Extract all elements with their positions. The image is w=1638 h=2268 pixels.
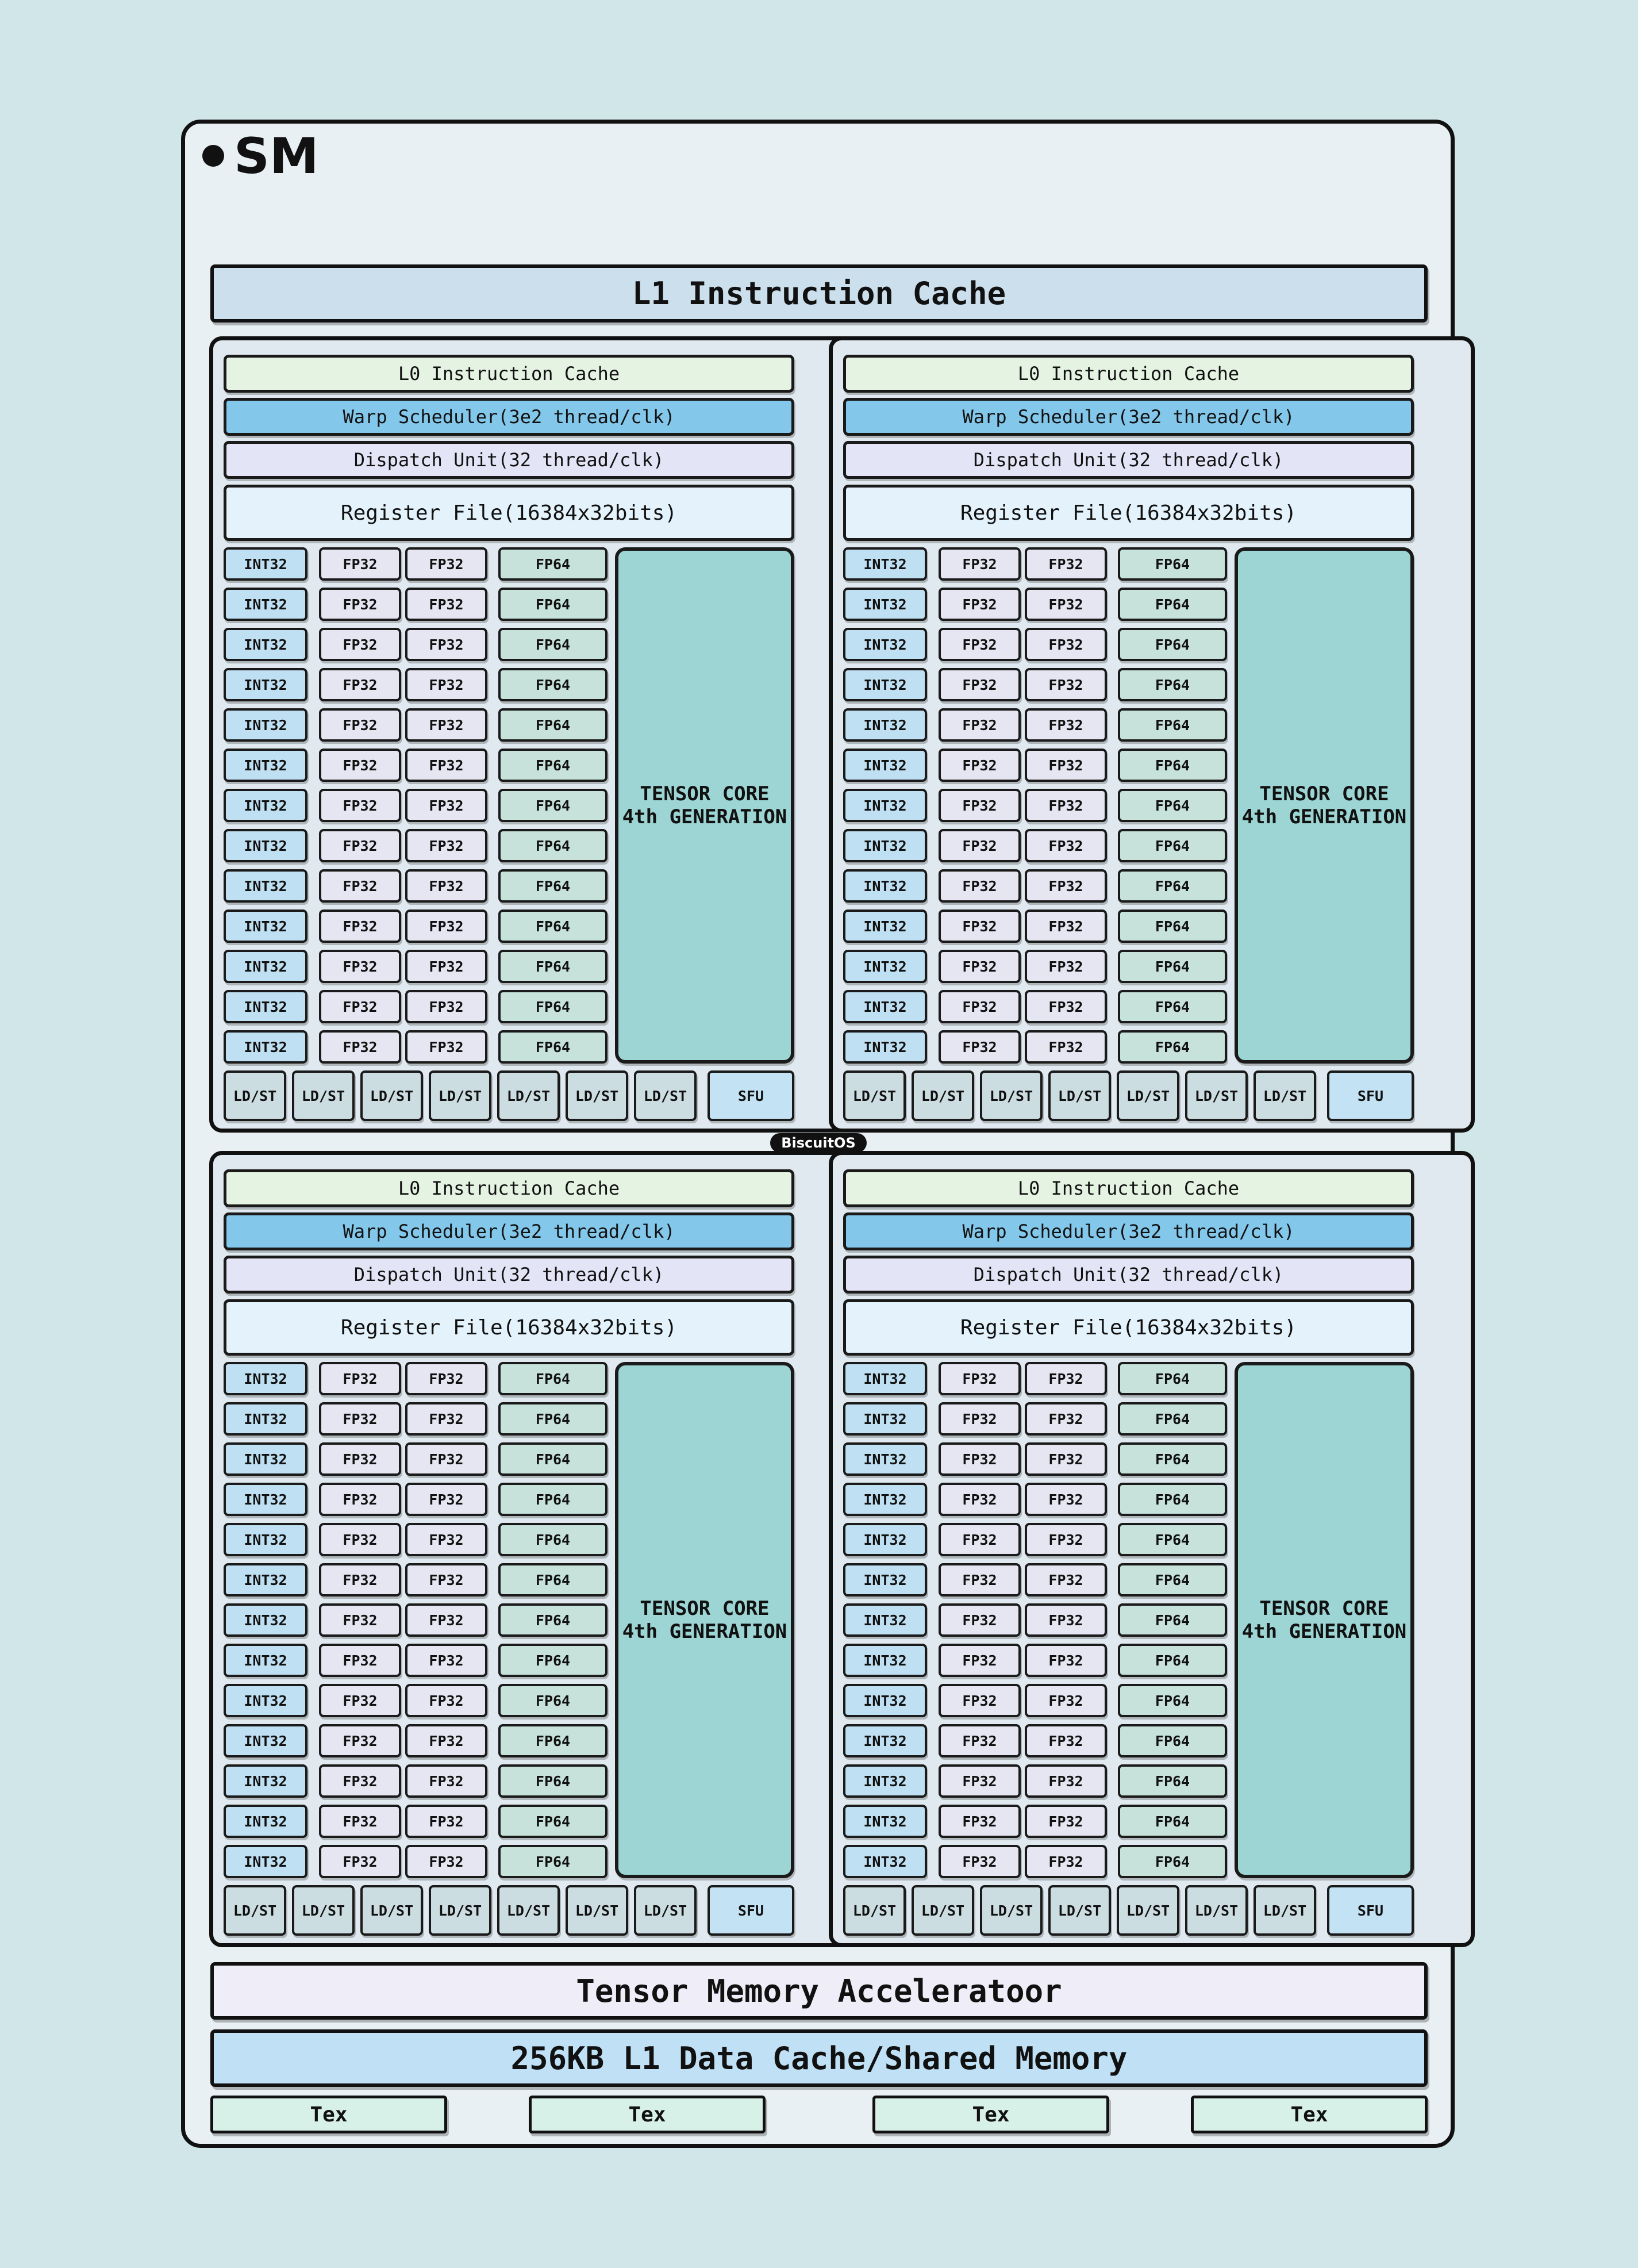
tex-unit: Tex [210, 2096, 447, 2133]
int32-unit: INT32 [224, 708, 307, 742]
int32-unit: INT32 [843, 950, 927, 983]
fp32-unit: FP32 [319, 668, 401, 701]
ld-st-unit: LD/ST [843, 1885, 906, 1936]
int32-unit: INT32 [843, 990, 927, 1023]
fp32-unit: FP32 [939, 950, 1021, 983]
int32-unit: INT32 [843, 1603, 927, 1637]
fp32-unit: FP32 [319, 950, 401, 983]
tex-unit: Tex [872, 2096, 1109, 2133]
fp32-unit: FP32 [405, 588, 487, 621]
fp32-unit: FP32 [939, 1362, 1021, 1395]
fp32-unit: FP32 [1025, 1523, 1107, 1556]
warp-scheduler: Warp Scheduler(3e2 thread/clk) [224, 398, 794, 436]
int32-unit: INT32 [843, 749, 927, 782]
fp32-unit: FP32 [939, 829, 1021, 862]
fp32-unit: FP32 [1025, 1845, 1107, 1878]
int32-unit: INT32 [224, 1684, 307, 1717]
fp32-unit: FP32 [405, 668, 487, 701]
fp64-unit: FP64 [498, 1483, 607, 1516]
fp32-unit: FP32 [1025, 588, 1107, 621]
dispatch-unit: Dispatch Unit(32 thread/clk) [224, 1256, 794, 1294]
fp32-unit: FP32 [939, 1603, 1021, 1637]
fp32-unit: FP32 [939, 1442, 1021, 1476]
fp32-unit: FP32 [405, 1644, 487, 1677]
fp32-unit: FP32 [319, 547, 401, 581]
ld-st-unit: LD/ST [429, 1885, 491, 1936]
fp32-unit: FP32 [1025, 1030, 1107, 1064]
fp32-unit: FP32 [939, 1483, 1021, 1516]
fp64-unit: FP64 [1118, 869, 1227, 903]
fp64-unit: FP64 [1118, 789, 1227, 822]
fp32-unit: FP32 [939, 869, 1021, 903]
fp32-unit: FP32 [319, 1684, 401, 1717]
fp32-unit: FP32 [405, 1442, 487, 1476]
ld-st-unit: LD/ST [566, 1885, 628, 1936]
fp64-unit: FP64 [1118, 1442, 1227, 1476]
fp32-unit: FP32 [405, 829, 487, 862]
ld-st-unit: LD/ST [497, 1070, 560, 1121]
fp32-unit: FP32 [319, 1805, 401, 1838]
fp32-unit: FP32 [319, 1764, 401, 1798]
tensor-core: TENSOR CORE 4th GENERATION [615, 547, 794, 1064]
fp64-unit: FP64 [1118, 1523, 1227, 1556]
fp64-unit: FP64 [1118, 668, 1227, 701]
fp64-unit: FP64 [1118, 628, 1227, 661]
fp32-unit: FP32 [319, 1483, 401, 1516]
fp32-unit: FP32 [405, 1362, 487, 1395]
tensor-core: TENSOR CORE 4th GENERATION [615, 1362, 794, 1878]
fp32-unit: FP32 [405, 1563, 487, 1597]
fp32-unit: FP32 [319, 1563, 401, 1597]
int32-unit: INT32 [224, 1644, 307, 1677]
fp32-unit: FP32 [405, 1764, 487, 1798]
fp32-unit: FP32 [939, 708, 1021, 742]
int32-unit: INT32 [224, 749, 307, 782]
fp64-unit: FP64 [498, 1362, 607, 1395]
int32-unit: INT32 [843, 1563, 927, 1597]
int32-unit: INT32 [224, 1442, 307, 1476]
int32-unit: INT32 [843, 1483, 927, 1516]
int32-unit: INT32 [843, 829, 927, 862]
ld-st-unit: LD/ST [1254, 1885, 1316, 1936]
fp32-unit: FP32 [1025, 1603, 1107, 1637]
int32-unit: INT32 [224, 668, 307, 701]
fp32-unit: FP32 [939, 628, 1021, 661]
int32-unit: INT32 [843, 1442, 927, 1476]
ld-st-unit: LD/ST [1185, 1070, 1248, 1121]
fp32-unit: FP32 [319, 1362, 401, 1395]
fp32-unit: FP32 [319, 588, 401, 621]
fp32-unit: FP32 [405, 1724, 487, 1757]
fp32-unit: FP32 [939, 1644, 1021, 1677]
fp64-unit: FP64 [498, 950, 607, 983]
fp32-unit: FP32 [405, 1483, 487, 1516]
l0-instruction-cache: L0 Instruction Cache [843, 1169, 1414, 1207]
fp64-unit: FP64 [1118, 829, 1227, 862]
fp64-unit: FP64 [1118, 990, 1227, 1023]
sm-title: SM [234, 128, 319, 185]
fp32-unit: FP32 [405, 628, 487, 661]
fp64-unit: FP64 [498, 909, 607, 943]
ld-st-unit: LD/ST [1185, 1885, 1248, 1936]
fp32-unit: FP32 [1025, 1483, 1107, 1516]
fp32-unit: FP32 [405, 990, 487, 1023]
int32-unit: INT32 [843, 588, 927, 621]
int32-unit: INT32 [224, 1362, 307, 1395]
int32-unit: INT32 [843, 708, 927, 742]
fp64-unit: FP64 [498, 1523, 607, 1556]
fp32-unit: FP32 [319, 869, 401, 903]
int32-unit: INT32 [224, 1724, 307, 1757]
ld-st-unit: LD/ST [1048, 1885, 1111, 1936]
fp32-unit: FP32 [1025, 990, 1107, 1023]
fp32-unit: FP32 [1025, 1684, 1107, 1717]
fp32-unit: FP32 [939, 1563, 1021, 1597]
fp32-unit: FP32 [939, 1402, 1021, 1436]
fp32-unit: FP32 [1025, 708, 1107, 742]
int32-unit: INT32 [224, 1483, 307, 1516]
fp32-unit: FP32 [1025, 547, 1107, 581]
tensor-core: TENSOR CORE 4th GENERATION [1235, 1362, 1414, 1878]
ld-st-unit: LD/ST [360, 1070, 423, 1121]
fp64-unit: FP64 [1118, 1483, 1227, 1516]
int32-unit: INT32 [224, 909, 307, 943]
fp64-unit: FP64 [1118, 708, 1227, 742]
fp64-unit: FP64 [1118, 1362, 1227, 1395]
fp32-unit: FP32 [1025, 829, 1107, 862]
warp-scheduler: Warp Scheduler(3e2 thread/clk) [843, 1212, 1414, 1250]
register-file: Register File(16384x32bits) [843, 485, 1414, 541]
fp64-unit: FP64 [498, 1764, 607, 1798]
ld-st-unit: LD/ST [912, 1885, 974, 1936]
int32-unit: INT32 [224, 1845, 307, 1878]
fp32-unit: FP32 [319, 628, 401, 661]
fp32-unit: FP32 [1025, 909, 1107, 943]
fp32-unit: FP32 [939, 547, 1021, 581]
ld-st-unit: LD/ST [980, 1885, 1043, 1936]
fp32-unit: FP32 [405, 1805, 487, 1838]
fp32-unit: FP32 [1025, 668, 1107, 701]
fp64-unit: FP64 [1118, 547, 1227, 581]
ld-st-unit: LD/ST [912, 1070, 974, 1121]
int32-unit: INT32 [843, 628, 927, 661]
fp64-unit: FP64 [1118, 1805, 1227, 1838]
fp64-unit: FP64 [1118, 749, 1227, 782]
ld-st-unit: LD/ST [360, 1885, 423, 1936]
fp64-unit: FP64 [498, 1030, 607, 1064]
fp64-unit: FP64 [498, 990, 607, 1023]
int32-unit: INT32 [843, 1030, 927, 1064]
fp32-unit: FP32 [405, 749, 487, 782]
fp32-unit: FP32 [1025, 1402, 1107, 1436]
tex-unit: Tex [1191, 2096, 1428, 2133]
fp64-unit: FP64 [498, 1442, 607, 1476]
l0-instruction-cache: L0 Instruction Cache [224, 355, 794, 393]
fp32-unit: FP32 [939, 1523, 1021, 1556]
fp32-unit: FP32 [1025, 1442, 1107, 1476]
tex-unit: Tex [529, 2096, 766, 2133]
fp64-unit: FP64 [1118, 950, 1227, 983]
fp32-unit: FP32 [939, 1724, 1021, 1757]
fp32-unit: FP32 [319, 909, 401, 943]
ld-st-unit: LD/ST [634, 1070, 697, 1121]
register-file: Register File(16384x32bits) [224, 485, 794, 541]
fp64-unit: FP64 [498, 708, 607, 742]
ld-st-unit: LD/ST [292, 1070, 355, 1121]
int32-unit: INT32 [843, 1523, 927, 1556]
int32-unit: INT32 [843, 1845, 927, 1878]
int32-unit: INT32 [224, 1563, 307, 1597]
int32-unit: INT32 [224, 588, 307, 621]
fp64-unit: FP64 [1118, 1030, 1227, 1064]
int32-unit: INT32 [843, 547, 927, 581]
fp32-unit: FP32 [405, 869, 487, 903]
l0-instruction-cache: L0 Instruction Cache [843, 355, 1414, 393]
fp32-unit: FP32 [1025, 1644, 1107, 1677]
fp32-unit: FP32 [939, 668, 1021, 701]
fp32-unit: FP32 [405, 950, 487, 983]
fp64-unit: FP64 [1118, 1764, 1227, 1798]
fp32-unit: FP32 [1025, 628, 1107, 661]
int32-unit: INT32 [224, 1030, 307, 1064]
fp32-unit: FP32 [939, 749, 1021, 782]
fp32-unit: FP32 [405, 1030, 487, 1064]
fp64-unit: FP64 [498, 749, 607, 782]
fp32-unit: FP32 [405, 1684, 487, 1717]
fp64-unit: FP64 [1118, 1402, 1227, 1436]
fp64-unit: FP64 [1118, 1724, 1227, 1757]
int32-unit: INT32 [843, 869, 927, 903]
sfu-unit: SFU [1327, 1070, 1414, 1121]
int32-unit: INT32 [843, 1805, 927, 1838]
int32-unit: INT32 [224, 1603, 307, 1637]
biscuitos-watermark: BiscuitOS [770, 1133, 867, 1153]
ld-st-unit: LD/ST [980, 1070, 1043, 1121]
fp32-unit: FP32 [1025, 749, 1107, 782]
fp32-unit: FP32 [319, 829, 401, 862]
tensor-core: TENSOR CORE 4th GENERATION [1235, 547, 1414, 1064]
int32-unit: INT32 [224, 1805, 307, 1838]
fp32-unit: FP32 [939, 1684, 1021, 1717]
fp32-unit: FP32 [405, 547, 487, 581]
int32-unit: INT32 [224, 1764, 307, 1798]
fp32-unit: FP32 [319, 1030, 401, 1064]
fp64-unit: FP64 [498, 1845, 607, 1878]
ld-st-unit: LD/ST [1254, 1070, 1316, 1121]
int32-unit: INT32 [224, 1523, 307, 1556]
dispatch-unit: Dispatch Unit(32 thread/clk) [843, 441, 1414, 479]
fp64-unit: FP64 [498, 1563, 607, 1597]
int32-unit: INT32 [843, 1724, 927, 1757]
fp32-unit: FP32 [405, 1603, 487, 1637]
fp32-unit: FP32 [939, 588, 1021, 621]
int32-unit: INT32 [843, 1764, 927, 1798]
fp32-unit: FP32 [319, 708, 401, 742]
warp-scheduler: Warp Scheduler(3e2 thread/clk) [843, 398, 1414, 436]
fp32-unit: FP32 [1025, 1764, 1107, 1798]
fp32-unit: FP32 [1025, 1362, 1107, 1395]
sfu-unit: SFU [708, 1885, 794, 1936]
ld-st-unit: LD/ST [224, 1070, 286, 1121]
ld-st-unit: LD/ST [843, 1070, 906, 1121]
fp64-unit: FP64 [498, 789, 607, 822]
fp64-unit: FP64 [498, 1805, 607, 1838]
fp32-unit: FP32 [939, 1764, 1021, 1798]
int32-unit: INT32 [843, 1362, 927, 1395]
ld-st-unit: LD/ST [429, 1070, 491, 1121]
fp32-unit: FP32 [405, 708, 487, 742]
fp64-unit: FP64 [1118, 1603, 1227, 1637]
fp64-unit: FP64 [498, 1644, 607, 1677]
int32-unit: INT32 [224, 547, 307, 581]
fp32-unit: FP32 [1025, 1563, 1107, 1597]
fp32-unit: FP32 [939, 1030, 1021, 1064]
fp32-unit: FP32 [319, 990, 401, 1023]
ld-st-unit: LD/ST [566, 1070, 628, 1121]
fp32-unit: FP32 [319, 749, 401, 782]
fp32-unit: FP32 [319, 1845, 401, 1878]
int32-unit: INT32 [843, 1402, 927, 1436]
fp32-unit: FP32 [405, 909, 487, 943]
sfu-unit: SFU [1327, 1885, 1414, 1936]
fp64-unit: FP64 [498, 1684, 607, 1717]
fp64-unit: FP64 [498, 668, 607, 701]
fp64-unit: FP64 [498, 1402, 607, 1436]
ld-st-unit: LD/ST [634, 1885, 697, 1936]
dispatch-unit: Dispatch Unit(32 thread/clk) [224, 441, 794, 479]
fp32-unit: FP32 [1025, 869, 1107, 903]
fp32-unit: FP32 [319, 1402, 401, 1436]
int32-unit: INT32 [843, 668, 927, 701]
fp32-unit: FP32 [405, 1845, 487, 1878]
fp32-unit: FP32 [1025, 789, 1107, 822]
int32-unit: INT32 [224, 950, 307, 983]
ld-st-unit: LD/ST [1117, 1885, 1179, 1936]
fp32-unit: FP32 [1025, 1805, 1107, 1838]
fp32-unit: FP32 [939, 1805, 1021, 1838]
int32-unit: INT32 [224, 628, 307, 661]
fp64-unit: FP64 [1118, 1845, 1227, 1878]
fp32-unit: FP32 [939, 1845, 1021, 1878]
fp32-unit: FP32 [405, 789, 487, 822]
fp32-unit: FP32 [939, 990, 1021, 1023]
dispatch-unit: Dispatch Unit(32 thread/clk) [843, 1256, 1414, 1294]
int32-unit: INT32 [224, 869, 307, 903]
ld-st-unit: LD/ST [497, 1885, 560, 1936]
int32-unit: INT32 [224, 990, 307, 1023]
l1-data-cache-shared-memory: 256KB L1 Data Cache/Shared Memory [210, 2029, 1428, 2087]
fp32-unit: FP32 [319, 1442, 401, 1476]
fp64-unit: FP64 [1118, 588, 1227, 621]
fp64-unit: FP64 [498, 588, 607, 621]
fp64-unit: FP64 [498, 1724, 607, 1757]
int32-unit: INT32 [224, 1402, 307, 1436]
fp32-unit: FP32 [405, 1523, 487, 1556]
fp32-unit: FP32 [319, 1523, 401, 1556]
fp32-unit: FP32 [319, 1724, 401, 1757]
tensor-memory-accelerator: Tensor Memory Acceleratoor [210, 1962, 1428, 2020]
fp32-unit: FP32 [1025, 1724, 1107, 1757]
ld-st-unit: LD/ST [224, 1885, 286, 1936]
fp64-unit: FP64 [498, 1603, 607, 1637]
int32-unit: INT32 [843, 909, 927, 943]
warp-scheduler: Warp Scheduler(3e2 thread/clk) [224, 1212, 794, 1250]
fp32-unit: FP32 [319, 789, 401, 822]
fp64-unit: FP64 [1118, 909, 1227, 943]
int32-unit: INT32 [843, 1644, 927, 1677]
int32-unit: INT32 [224, 789, 307, 822]
ld-st-unit: LD/ST [292, 1885, 355, 1936]
int32-unit: INT32 [224, 829, 307, 862]
fp64-unit: FP64 [498, 628, 607, 661]
fp32-unit: FP32 [319, 1603, 401, 1637]
fp32-unit: FP32 [1025, 950, 1107, 983]
int32-unit: INT32 [843, 789, 927, 822]
l0-instruction-cache: L0 Instruction Cache [224, 1169, 794, 1207]
ld-st-unit: LD/ST [1048, 1070, 1111, 1121]
register-file: Register File(16384x32bits) [843, 1299, 1414, 1356]
fp64-unit: FP64 [498, 829, 607, 862]
sm-bullet-icon [202, 145, 224, 167]
fp32-unit: FP32 [319, 1644, 401, 1677]
fp64-unit: FP64 [1118, 1563, 1227, 1597]
fp64-unit: FP64 [1118, 1644, 1227, 1677]
sfu-unit: SFU [708, 1070, 794, 1121]
l1-instruction-cache: L1 Instruction Cache [210, 264, 1428, 323]
fp32-unit: FP32 [405, 1402, 487, 1436]
fp64-unit: FP64 [498, 869, 607, 903]
fp32-unit: FP32 [939, 909, 1021, 943]
register-file: Register File(16384x32bits) [224, 1299, 794, 1356]
ld-st-unit: LD/ST [1117, 1070, 1179, 1121]
int32-unit: INT32 [843, 1684, 927, 1717]
fp64-unit: FP64 [1118, 1684, 1227, 1717]
fp64-unit: FP64 [498, 547, 607, 581]
fp32-unit: FP32 [939, 789, 1021, 822]
